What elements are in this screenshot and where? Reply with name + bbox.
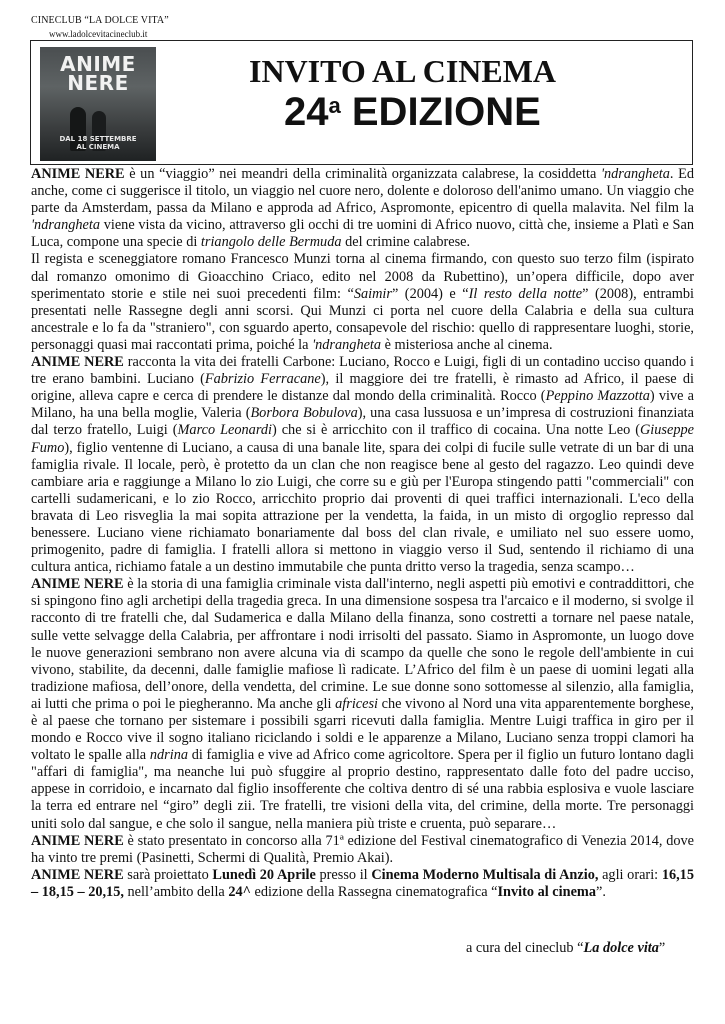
- italic-text: Saimir: [353, 285, 392, 302]
- header-box: [30, 40, 693, 165]
- text-run: sarà proiettato: [123, 866, 213, 883]
- invitation-title: INVITO AL CINEMA: [249, 53, 557, 89]
- italic-text: 'ndrangheta: [600, 166, 670, 182]
- text-run: agli orari:: [598, 866, 662, 883]
- text-run: che vivono al Nord una vita apparentemente borghese, è al paese che tornano per sistemare i possibili sgarri ricevuti dalla famiglia. Mentre Luigi traffica in giro per il mondo e Rocco vive il sogno italiano riciclando i soldi e le apparenze a Milano, Luciano senza troppi clamori ha voltato le spalle alla: [31, 695, 694, 764]
- text-run: nell’ambito della: [123, 883, 229, 900]
- bold-text: ANIME NERE: [31, 576, 124, 593]
- text-run: . Ed anche, come ci suggerisce il titolo, un viaggio nel cuore nero, dolente e doloroso dell'animo umano. Un viaggio che parte da Amsterdam, passa da Milano e approda ad Africo, Aspromonte, epicentro di quella malavita. Nel film la: [31, 166, 694, 217]
- italic-text: 'ndrangheta: [312, 336, 382, 353]
- text-run: ), figlio ventenne di Luciano, a causa di una banale lite, spara dei colpi di fucile sulle vetrate di un bar di una famiglia rivale. Il locale, però, è protetto da un clan che non reagisce bene al gesto del ragazzo. Leo quindi deve cambiare aria e raggiunge a Milano lo zio Luigi, che corre su e giù per l'Europa stingendo patti "commerciali" con cartelli sudamericani, e lo zio Rocco, arricchito proprio dai proventi di quei traffici internazionali. L'eco della bravata di Leo risveglia la mai sopita attrazione per la vendetta, la faida, in un misto di orgoglio represso dal benessere. Luciano viene richiamato bonariamente dal boss del clan rivale, e umiliato nel suo essere uomo, primogenito, padre di famiglia. I fratelli allora si mettono in viaggio verso il Sud, sentendo il richiamo di una cultura antica, richiamo fatale a un destino immutabile che punta dritto verso la tragedia, senza scampo…: [31, 439, 694, 576]
- italic-text: Peppino Mazzotta: [545, 388, 650, 405]
- text-run: è stato presentato in concorso alla 71ª edizione del Festival cinematografico di Venezia 2014, dove ha vinto tre premi (Pasinetti, Schermi di Qualità, Premio Akai).: [31, 832, 694, 866]
- paragraph: [31, 576, 694, 832]
- text-run: ” (2008), entrambi presentati nelle Rassegne degli anni scorsi. Qui Munzi ci porta nel cuore della Calabria e della sua cultura ancestrale e lo fa da "straniero", con sguardo aperto, consapevole del rischio: quello di rappresentare luoghi, storie, personaggi quasi mai raccontati prima, poiché la: [31, 285, 694, 353]
- club-website-url[interactable]: www.ladolcevitacineclub.it: [49, 29, 148, 39]
- text-run: ), il maggiore dei tre fratelli, è rimasto ad Africo, il paese di origine, alleva capre e cerca di prendere le distanze dal mondo della criminalità. Rocco (: [31, 371, 694, 405]
- bold-text: ANIME NERE: [31, 866, 124, 883]
- paragraph: [31, 354, 694, 576]
- text-run: è un “viaggio” nei meandri della criminalità organizzata calabrese, la cosiddetta: [124, 166, 601, 182]
- credit-line: [466, 940, 665, 957]
- poster-release-date: DAL 18 SETTEMBRE AL CINEMA: [59, 135, 137, 151]
- bold-text: 16,15 – 18,15 – 20,15,: [31, 866, 694, 900]
- text-run: ”.: [595, 883, 606, 900]
- edition-ordinal: a: [328, 93, 341, 118]
- bold-text: Invito al cinema: [497, 883, 596, 900]
- bold-text: ANIME NERE: [31, 832, 124, 849]
- bold-text: Lunedì 20 Aprile: [212, 866, 316, 883]
- italic-text: ndrina: [149, 747, 188, 764]
- paragraph: [31, 251, 694, 354]
- bold-text: La dolce vita: [583, 940, 659, 956]
- poster-title: ANIME NERE: [60, 52, 136, 95]
- italic-text: Fabrizio Ferracane: [204, 371, 321, 388]
- italic-text: Borbora Bobulova: [250, 405, 358, 422]
- bold-text: ANIME NERE: [31, 354, 124, 371]
- italic-text: africesi: [335, 695, 379, 712]
- club-name: CINECLUB “LA DOLCE VITA”: [31, 15, 169, 26]
- text-run: edizione della Rassegna cinematografica “: [250, 883, 498, 900]
- text-run: a cura del cineclub “: [466, 940, 584, 956]
- italic-text: Giuseppe Fumo: [31, 422, 694, 456]
- bold-text: Cinema Moderno Multisala di Anzio,: [371, 866, 599, 883]
- text-run: presso il: [315, 866, 372, 883]
- italic-text: 'ndrangheta: [31, 217, 100, 234]
- text-run: ”: [658, 940, 666, 956]
- text-run: ) vive a Milano, ha una bella moglie, Valeria (: [31, 388, 694, 422]
- text-run: ” (2004) e “: [391, 285, 469, 302]
- text-run: di famiglia e vive ad Africo come agricoltore. Spera per il figlio un futuro lontano dagli "affari di famiglia", ma neanche lui può sfuggire al proprio destino, rappresentato dalle foto del padre ucciso, appese in corridoio, e incarnato dal figlio insofferente che coltiva dentro di sé una rabbia esplosiva e vuole lasciare la terra ed entrare nel “giro” degli zii. Tre fratelli, tre visioni della vita, del crimine, della morte. Tre personaggi uniti solo dal sangue, e che solo il sangue, nella maniera più triste e cruenta, può separare…: [31, 747, 694, 832]
- text-run: del crimine calabrese.: [341, 234, 471, 251]
- text-run: Il regista e sceneggiatore romano Francesco Munzi torna al cinema firmando, con questo suo terzo film (ispirato dal romanzo omonimo di Gioacchino Criaco, edito nel 2008 da Rubettino), un’opera difficile, dopo aver sperimentato storie e stile nei suoi precedenti film: “: [31, 251, 694, 302]
- text-run: racconta la vita dei fratelli Carbone: Luciano, Rocco e Luigi, figli di un contadino ucciso quando i tre erano bambini. Luciano (: [31, 354, 694, 388]
- paragraph: [31, 867, 694, 901]
- italic-text: Il resto della notte: [468, 285, 583, 302]
- movie-poster: [40, 47, 156, 161]
- bold-text: ANIME NERE: [31, 166, 125, 182]
- text-run: ) che si è arricchito con il traffico di cocaina. Una notte Leo (: [271, 422, 640, 439]
- article-body: [31, 166, 694, 901]
- bold-text: 24^: [228, 883, 251, 900]
- paragraph: [31, 166, 694, 251]
- edition-word: EDIZIONE: [351, 90, 541, 134]
- paragraph: [31, 833, 694, 867]
- edition-number: 24: [284, 90, 329, 134]
- text-run: è la storia di una famiglia criminale vista dall'interno, negli aspetti più emotivi e contraddittori, che si spingono fino agli archetipi della tragedia greca. In una dimensione sospesa tra l'arcaico e il moderno, si svolge il racconto di tre fratelli che, dal Sudamerica e dalla Milano della finanza, sono costretti a tornare nel paese natale, sulle vette selvagge della Calabria, per affrontare i nodi irrisolti del passato. Siamo in Aspromonte, un luogo dove le nuove generazioni sembrano non avere alcuna via di scampo da quelle che sono le regole dell'ambiente in cui vivono, stabilite, da decenni, dalle famiglie mafiose lì radicate. L’Africo del film è un paese di uomini legati alla tradizione mafiosa, dell’onore, della vendetta, del crimine. Le sue donne sono sottomesse al silenzio, alla famiglia, ai lutti che prima o poi le piegheranno. Ma anche gli: [31, 576, 694, 712]
- text-run: viene vista da vicino, attraverso gli occhi di tre uomini di Africo nuovo, città che, insieme a Platì e San Luca, compone una specie di: [31, 217, 694, 251]
- text-run: è misteriosa anche al cinema.: [381, 336, 553, 353]
- text-run: ), una casa lussuosa e un’impresa di costruzioni finanziata dal terzo fratello, Luigi (: [31, 405, 694, 439]
- italic-text: Marco Leonardi: [177, 422, 272, 439]
- italic-text: triangolo delle Bermuda: [200, 234, 342, 251]
- edition-title: [284, 89, 541, 135]
